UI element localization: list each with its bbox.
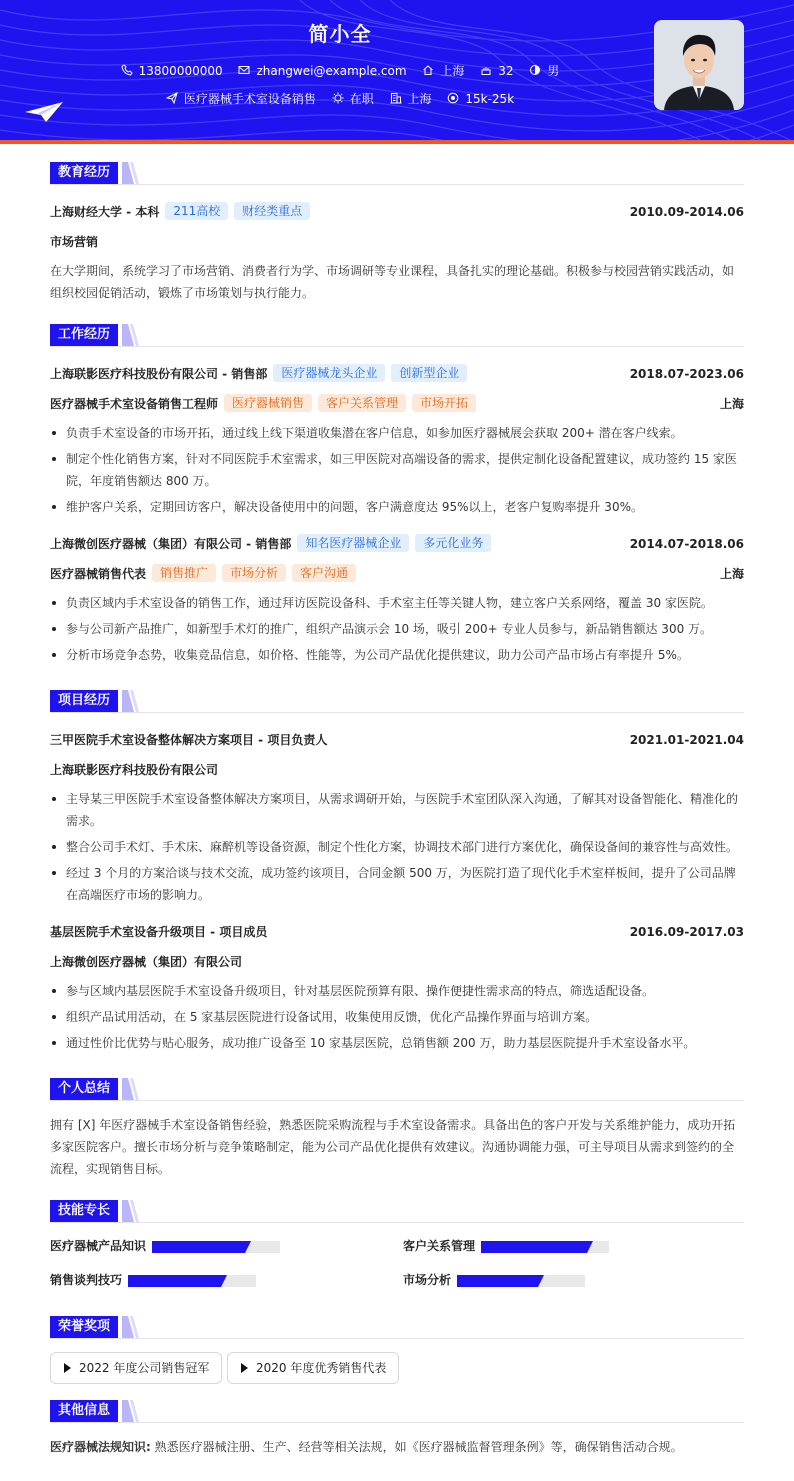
title-tail-decoration bbox=[122, 1200, 140, 1222]
job-tag: 市场分析 bbox=[222, 564, 286, 582]
job-tag: 客户关系管理 bbox=[318, 394, 406, 412]
contact-phone: 13800000000 bbox=[121, 64, 223, 78]
bullet-item: 维护客户关系，定期回访客户，解决设备使用中的问题，客户满意度达 95%以上，老客户复购率提升 30%。 bbox=[50, 496, 744, 518]
intent-position: 医疗器械手术室设备销售 bbox=[166, 90, 316, 107]
section-honors bbox=[50, 1314, 744, 1338]
job-tag: 销售推广 bbox=[152, 564, 216, 582]
section-summary bbox=[50, 1076, 744, 1100]
work-location: 上海 bbox=[719, 567, 744, 581]
section-title: 荣誉奖项 bbox=[50, 1316, 118, 1338]
job-title: 医疗器械销售代表 bbox=[50, 567, 147, 581]
section-divider bbox=[50, 1338, 744, 1339]
bullet-item: 主导某三甲医院手术室设备整体解决方案项目，从需求调研开始，与医院手术室团队深入沟通，了解其对设备智能化、精准化的需求。 bbox=[50, 788, 744, 832]
skill-bar bbox=[457, 1275, 585, 1287]
summary-text: 拥有 [X] 年医疗器械手术室设备销售经验，熟悉医院采购流程与手术室设备需求。具备出色的客户开发与关系维护能力，成功开拓多家医院客户。擅长市场分析与竞争策略制定，能为公司产品优化提供有效建议。沟通协调能力强，可主导项目从需求到签约的全流程，实现销售目标。 bbox=[50, 1118, 736, 1176]
skill-bar bbox=[152, 1241, 280, 1253]
gender-icon bbox=[529, 64, 541, 76]
honor-text: 2022 年度公司销售冠军 bbox=[79, 1361, 210, 1375]
school-tag: 财经类重点 bbox=[234, 202, 310, 220]
project-name: 三甲医院手术室设备整体解决方案项目 - 项目负责人 bbox=[50, 733, 328, 747]
bullet-item: 参与公司新产品推广，如新型手术灯的推广，组织产品演示会 10 场，吸引 200+ 专业人员参与，新品销售额达 300 万。 bbox=[50, 618, 744, 640]
skill-bar bbox=[128, 1275, 256, 1287]
company-name: 上海联影医疗科技股份有限公司 - 销售部 bbox=[50, 367, 268, 381]
project-name-row bbox=[50, 922, 744, 942]
section-divider bbox=[50, 1222, 744, 1223]
phone-icon bbox=[121, 64, 133, 76]
candidate-name: 简小全 bbox=[308, 22, 372, 46]
company-tag: 创新型企业 bbox=[391, 364, 467, 382]
section-title: 其他信息 bbox=[50, 1400, 118, 1422]
skill-bar bbox=[481, 1241, 609, 1253]
contact-row bbox=[0, 62, 680, 79]
honors-list bbox=[50, 1352, 744, 1386]
age-icon bbox=[480, 64, 492, 76]
bullet-item: 参与区域内基层医院手术室设备升级项目，针对基层医院预算有限、操作便捷性需求高的特点，筛选适配设备。 bbox=[50, 980, 744, 1002]
intent-salary: 15k-25k bbox=[447, 92, 514, 106]
school-tag: 211高校 bbox=[165, 202, 228, 220]
work-period: 2018.07-2023.06 bbox=[629, 367, 744, 381]
section-divider bbox=[50, 712, 744, 713]
bullet-item: 分析市场竞争态势，收集竞品信息，如价格、性能等，为公司产品优化提供建议，助力公司产品市场占有率提升 5%。 bbox=[50, 644, 744, 666]
major: 市场营销 bbox=[50, 235, 99, 249]
skill-name: 销售谈判技巧 bbox=[50, 1273, 123, 1287]
send-icon bbox=[166, 92, 178, 104]
mail-icon bbox=[238, 64, 250, 76]
work-bullets bbox=[50, 592, 744, 666]
company-name: 上海微创医疗器械（集团）有限公司 - 销售部 bbox=[50, 537, 292, 551]
work-title-row bbox=[50, 564, 744, 584]
building-icon bbox=[390, 92, 402, 104]
project-name: 基层医院手术室设备升级项目 - 项目成员 bbox=[50, 925, 268, 939]
section-projects bbox=[50, 688, 744, 712]
contact-email: zhangwei@example.com bbox=[238, 64, 406, 78]
bullet-item: 负责区域内手术室设备的销售工作，通过拜访医院设备科、手术室主任等关键人物，建立客户关系网络，覆盖 30 家医院。 bbox=[50, 592, 744, 614]
project-bullets bbox=[50, 788, 744, 906]
intent-city: 上海 bbox=[390, 90, 432, 107]
avatar-photo bbox=[654, 20, 744, 110]
skill-name: 客户关系管理 bbox=[403, 1239, 476, 1253]
job-tag: 客户沟通 bbox=[292, 564, 356, 582]
contact-gender: 男 bbox=[529, 62, 559, 79]
company-tag: 医疗器械龙头企业 bbox=[273, 364, 385, 382]
project-org-row bbox=[50, 760, 744, 780]
honor-chip bbox=[227, 1352, 399, 1384]
section-divider bbox=[50, 184, 744, 185]
section-divider bbox=[50, 346, 744, 347]
resume-body bbox=[50, 160, 744, 1458]
skill-level-fill bbox=[128, 1275, 221, 1287]
title-tail-decoration bbox=[122, 1078, 140, 1100]
section-title: 技能专长 bbox=[50, 1200, 118, 1222]
job-tag: 医疗器械销售 bbox=[224, 394, 312, 412]
project-period: 2016.09-2017.03 bbox=[629, 925, 744, 939]
skills-grid bbox=[50, 1236, 744, 1308]
bullet-item: 经过 3 个月的方案洽谈与技术交流，成功签约该项目，合同金额 500 万，为医院打造了现代化手术室样板间，提升了公司品牌在高端医疗市场的影响力。 bbox=[50, 862, 744, 906]
section-other bbox=[50, 1398, 744, 1422]
skill-name: 医疗器械产品知识 bbox=[50, 1239, 147, 1253]
section-work bbox=[50, 322, 744, 346]
project-bullets bbox=[50, 980, 744, 1054]
project-org: 上海联影医疗科技股份有限公司 bbox=[50, 763, 219, 777]
job-tag: 市场开拓 bbox=[412, 394, 476, 412]
education-description: 在大学期间，系统学习了市场营销、消费者行为学、市场调研等专业课程，具备扎实的理论基础。积极参与校园营销实践活动，如组织校园促销活动，锻炼了市场策划与执行能力。 bbox=[50, 264, 735, 300]
title-tail-decoration bbox=[122, 1316, 140, 1338]
salary-icon bbox=[447, 92, 459, 104]
honor-chip bbox=[50, 1352, 222, 1384]
title-tail-decoration bbox=[122, 162, 140, 184]
paper-plane-icon bbox=[24, 100, 64, 124]
status-icon bbox=[332, 92, 344, 104]
other-info bbox=[50, 1436, 744, 1458]
work-title-row bbox=[50, 394, 744, 414]
home-icon bbox=[422, 64, 434, 76]
work-entry bbox=[50, 364, 744, 518]
bullet-item: 整合公司手术灯、手术床、麻醉机等设备资源，制定个性化方案，协调技术部门进行方案优化，确保设备间的兼容性与高效性。 bbox=[50, 836, 744, 858]
avatar bbox=[654, 20, 744, 110]
company-tag: 多元化业务 bbox=[415, 534, 491, 552]
education-header bbox=[50, 202, 744, 222]
skill-item bbox=[403, 1236, 609, 1256]
section-education bbox=[50, 160, 744, 184]
project-org: 上海微创医疗器械（集团）有限公司 bbox=[50, 955, 243, 969]
bullet-item: 负责手术室设备的市场开拓，通过线上线下渠道收集潜在客户信息，如参加医疗器械展会获取 200+ 潜在客户线索。 bbox=[50, 422, 744, 444]
title-tail-decoration bbox=[122, 690, 140, 712]
section-title: 工作经历 bbox=[50, 324, 118, 346]
work-company-row bbox=[50, 364, 744, 384]
skill-level-fill bbox=[481, 1241, 587, 1253]
section-title: 项目经历 bbox=[50, 690, 118, 712]
bullet-item: 通过性价比优势与贴心服务，成功推广设备至 10 家基层医院，总销售额 200 万，助力基层医院提升手术室设备水平。 bbox=[50, 1032, 744, 1054]
skill-level-fill bbox=[457, 1275, 538, 1287]
project-entry bbox=[50, 730, 744, 906]
education-major-row bbox=[50, 232, 744, 252]
project-period: 2021.01-2021.04 bbox=[629, 733, 744, 747]
intent-status: 在职 bbox=[332, 90, 374, 107]
section-divider bbox=[50, 1422, 744, 1423]
education-period: 2010.09-2014.06 bbox=[629, 205, 744, 219]
title-tail-decoration bbox=[122, 324, 140, 346]
project-name-row bbox=[50, 730, 744, 750]
bullet-item: 组织产品试用活动，在 5 家基层医院进行设备试用，收集使用反馈，优化产品操作界面与培训方案。 bbox=[50, 1006, 744, 1028]
other-text: 熟悉医疗器械注册、生产、经营等相关法规，如《医疗器械监督管理条例》等，确保销售活动合规。 bbox=[154, 1440, 683, 1454]
work-entry bbox=[50, 534, 744, 666]
resume-header bbox=[0, 0, 794, 140]
bullet-item: 制定个性化销售方案，针对不同医院手术室需求，如三甲医院对高端设备的需求，提供定制化设备配置建议，成功签约 15 家医院，年度销售额达 800 万。 bbox=[50, 448, 744, 492]
section-skills bbox=[50, 1198, 744, 1222]
company-tag: 知名医疗器械企业 bbox=[297, 534, 409, 552]
section-title: 个人总结 bbox=[50, 1078, 118, 1100]
school-name: 上海财经大学 - 本科 bbox=[50, 205, 160, 219]
play-icon bbox=[64, 1363, 71, 1373]
project-org-row bbox=[50, 952, 744, 972]
section-divider bbox=[50, 1100, 744, 1101]
skill-item bbox=[50, 1236, 280, 1256]
skill-name: 市场分析 bbox=[403, 1273, 452, 1287]
other-label: 医疗器械法规知识: bbox=[50, 1440, 151, 1454]
work-location: 上海 bbox=[719, 397, 744, 411]
skill-item bbox=[50, 1270, 256, 1290]
skill-level-fill bbox=[152, 1241, 245, 1253]
title-tail-decoration bbox=[122, 1400, 140, 1422]
work-bullets bbox=[50, 422, 744, 518]
project-entry bbox=[50, 922, 744, 1054]
work-company-row bbox=[50, 534, 744, 554]
contact-age: 32 bbox=[480, 64, 513, 78]
skill-item bbox=[403, 1270, 585, 1290]
contact-city: 上海 bbox=[422, 62, 464, 79]
play-icon bbox=[241, 1363, 248, 1373]
intent-row bbox=[0, 90, 680, 107]
job-title: 医疗器械手术室设备销售工程师 bbox=[50, 397, 219, 411]
work-period: 2014.07-2018.06 bbox=[629, 537, 744, 551]
header-accent-stripe bbox=[0, 140, 794, 144]
honor-text: 2020 年度优秀销售代表 bbox=[256, 1361, 387, 1375]
section-title: 教育经历 bbox=[50, 162, 118, 184]
